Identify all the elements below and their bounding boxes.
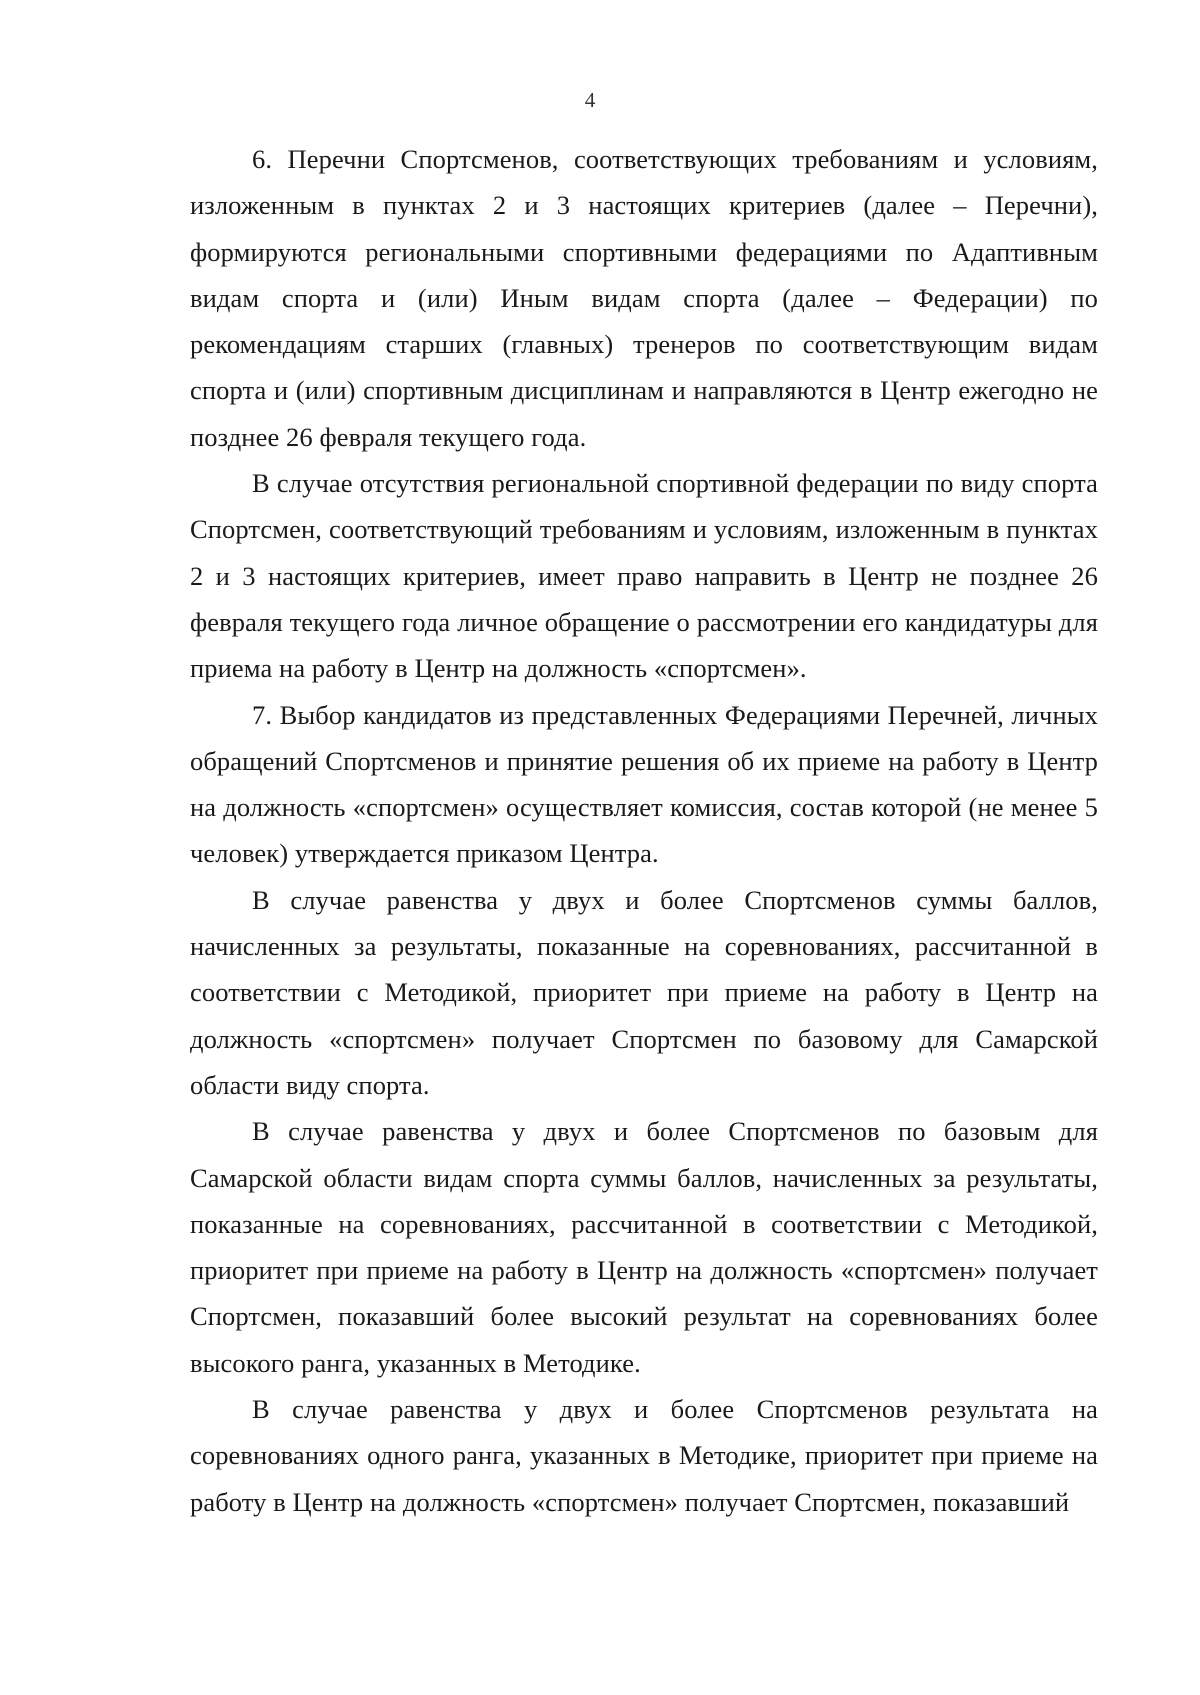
paragraph-item-7: 7. Выбор кандидатов из представленных Федерациями Перечней, личных обращений Спортсменов и принятие решения об их приеме на работу в Центр на должность «спортсмен» осуществляет комиссия, состав которой (не менее 5 человек) утверждается приказом Центра. <box>190 699 1098 869</box>
paragraph-equal-points: В случае равенства у двух и более Спортсменов суммы баллов, начисленных за результаты, показанные на соревнованиях, рассчитанной в соответствии с Методикой, приоритет при приеме на работу в Центр на должность «спортсмен» получает Спортсмен по базовому для Самарской области виду спорта. <box>190 884 1098 1100</box>
paragraph-equal-points-base-sports: В случае равенства у двух и более Спортсменов по базовым для Самарской области видам спорта суммы баллов, начисленных за результаты, показанные на соревнованиях, рассчитанной в соответствии с Методикой, приоритет при приеме на работу в Центр на должность «спортсмен» получает Спортсмен, показавший более высокий результат на соревнованиях более высокого ранга, указанных в Методике. <box>190 1116 1098 1378</box>
paragraph-equal-result-same-rank: В случае равенства у двух и более Спортсменов результата на соревнованиях одного ранга, указанных в Методике, приоритет при приеме на работу в Центр на должность «спортсмен» получает Спортсмен, показавший <box>190 1394 1098 1517</box>
paragraph-item-6: 6. Перечни Спортсменов, соответствующих требованиям и условиям, изложенным в пунктах 2 и 3 настоящих критериев (далее – Перечни), формируются региональными спортивными федерациями по Адаптивным видам спорта и (или) Иным видам спорта (далее – Федерации) по рекомендациям старших (главных) тренеров по соответствующим видам спорта и (или) спортивным дисциплинам и направляются в Центр ежегодно не позднее 26 февраля текущего года. <box>190 144 1098 452</box>
document-body <box>190 136 1098 1525</box>
paragraph-no-federation: В случае отсутствия региональной спортивной федерации по виду спорта Спортсмен, соответствующий требованиям и условиям, изложенным в пунктах 2 и 3 настоящих критериев, имеет право направить в Центр не позднее 26 февраля текущего года личное обращение о рассмотрении его кандидатуры для приема на работу в Центр на должность «спортсмен». <box>190 468 1098 684</box>
page-number: 4 <box>584 88 596 112</box>
